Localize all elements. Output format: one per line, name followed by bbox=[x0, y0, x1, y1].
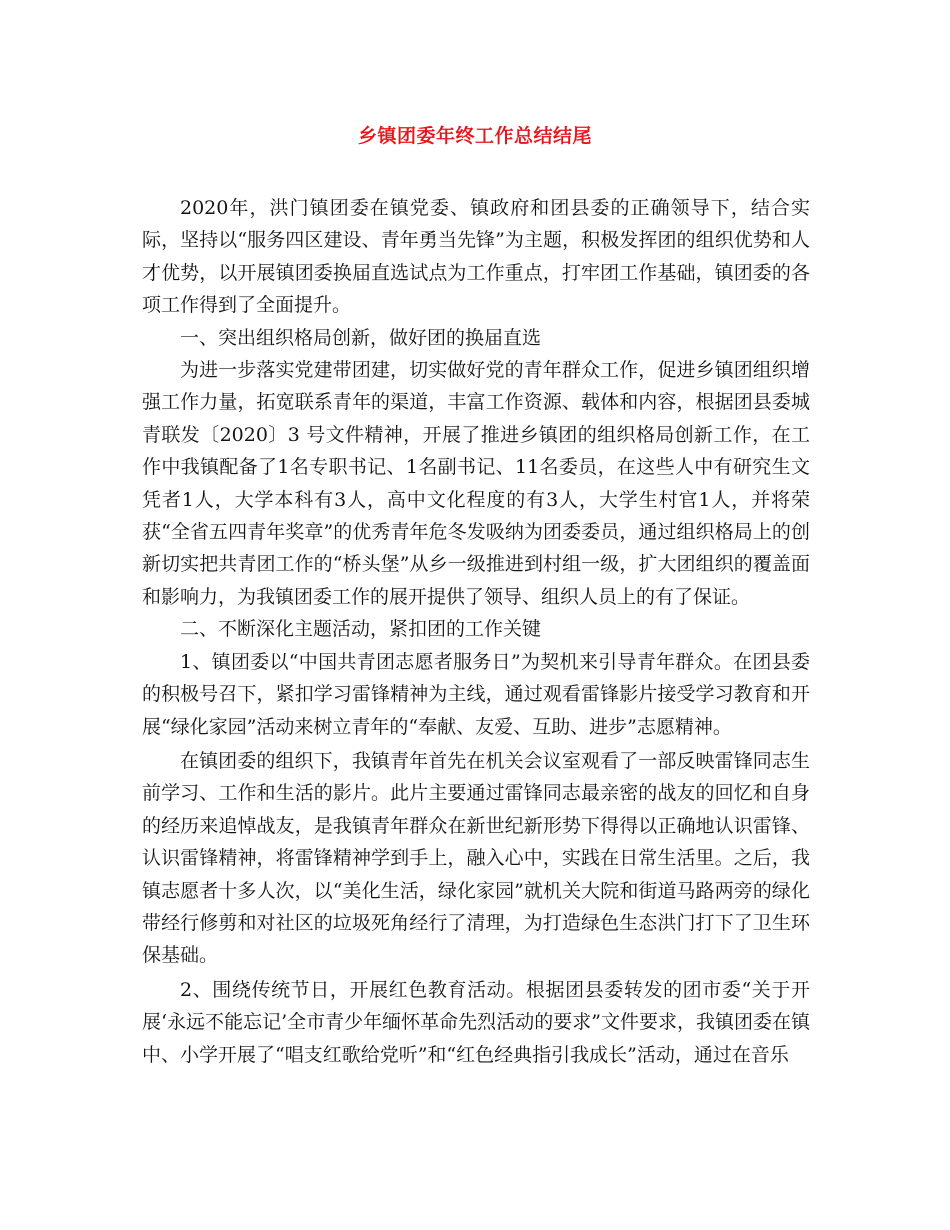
paragraph-red-education: 2、围绕传统节日，开展红色教育活动。根据团县委转发的团市委“关于开展‘永远不能忘记’全市青少年缅怀革命先烈活动的要求”文件要求，我镇团委在镇中、小学开展了“唱支红歌给党听”和“红色经典指引我成长”活动，通过在音乐 bbox=[142, 978, 810, 1066]
paragraph-leifeng-film: 在镇团委的组织下，我镇青年首先在机关会议室观看了一部反映雷锋同志生前学习、工作和生活的影片。此片主要通过雷锋同志最亲密的战友的回忆和自身的经历来追悼战友，是我镇青年群众在新世纪新形势下得得以正确地认识雷锋、认识雷锋精神，将雷锋精神学到手上，融入心中，实践在日常生活里。之后，我镇志愿者十多人次，以“美化生活，绿化家园”就机关大院和街道马路两旁的绿化带经行修剪和对社区的垃圾死角经行了清理，为打造绿色生态洪门打下了卫生环保基础。 bbox=[142, 749, 810, 967]
paragraph-intro: 2020年，洪门镇团委在镇党委、镇政府和团县委的正确领导下，结合实际，坚持以“服务四区建设、青年勇当先锋”为主题，积极发挥团的组织优势和人才优势，以开展镇团委换届直选试点为工作重点，打牢团工作基础，镇团委的各项工作得到了全面提升。 bbox=[142, 197, 810, 317]
section-heading-1: 一、突出组织格局创新，做好团的换届直选 bbox=[180, 326, 542, 349]
paragraph-section-1: 为进一步落实党建带团建，切实做好党的青年群众工作，促进乡镇团组织增强工作力量，拓宽联系青年的渠道，丰富工作资源、载体和内容，根据团县委城青联发〔2020〕3 号文件精神，开展了推进乡镇团的组织格局创新工作，在工作中我镇配备了1名专职书记、1名副书记、11名委员，在这些人中有研究生文凭者1人，大学本科有3人，高中文化程度的有3人，大学生村官1人，并将荣获“全省五四青年奖章”的优秀青年危冬发吸纳为团委委员，通过组织格局上的创新切实把共青团工作的“桥头堡”从乡一级推进到村组一级，扩大团组织的覆盖面和影响力，为我镇团委工作的展开提供了领导、组织人员上的有了保证。 bbox=[142, 359, 810, 608]
paragraph-volunteer-day: 1、镇团委以“中国共青团志愿者服务日”为契机来引导青年群众。在团县委的积极号召下，紧扣学习雷锋精神为主线，通过观看雷锋影片接受学习教育和开展“绿化家园”活动来树立青年的“奉献、友爱、互助、进步”志愿精神。 bbox=[142, 650, 810, 738]
section-heading-2: 二、不断深化主题活动，紧扣团的工作关键 bbox=[180, 618, 542, 641]
document-title: 乡镇团委年终工作总结结尾 bbox=[357, 125, 592, 147]
document-body bbox=[142, 192, 810, 1071]
